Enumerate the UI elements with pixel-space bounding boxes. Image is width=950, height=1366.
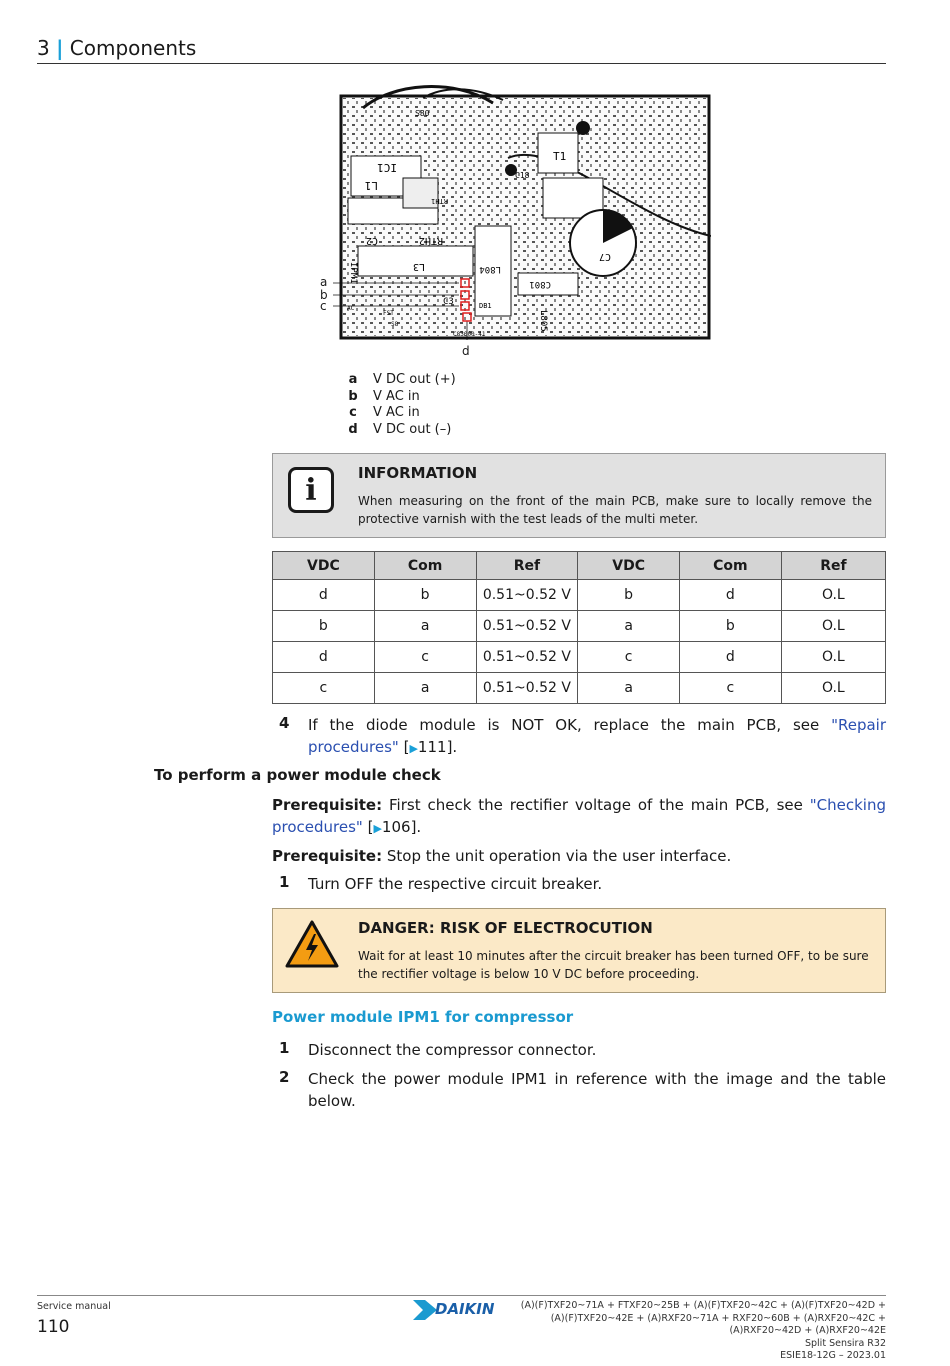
table-cell: b: [273, 611, 375, 642]
pcb-label-db1: DB1: [479, 302, 492, 310]
table-cell: c: [273, 673, 375, 704]
table-cell: b: [578, 580, 680, 611]
table-cell: c: [680, 673, 782, 704]
information-text: When measuring on the front of the main PCB, make sure to locally remove the protective varnish with the test leads of the multi meter.: [358, 494, 872, 526]
daikin-logo: DAIKIN: [413, 1300, 513, 1320]
pcb-label-l3: L3: [412, 261, 425, 272]
column-header: Ref: [476, 552, 578, 580]
pcb-label-c7: C7: [598, 251, 611, 262]
table-cell: d: [273, 580, 375, 611]
pcb-label-l804: L804: [479, 264, 501, 274]
table-cell: c: [374, 642, 476, 673]
checking-procedures-link[interactable]: "Checking procedures": [272, 796, 886, 836]
information-title: INFORMATION: [358, 464, 478, 482]
table-cell: 0.51~0.52 V: [476, 580, 578, 611]
column-header: Com: [374, 552, 476, 580]
pcb-label-board-code: C83000-41: [453, 331, 486, 338]
figure-legend: [346, 372, 456, 438]
table-cell: a: [374, 611, 476, 642]
pcb-label-s8: S8: [391, 321, 399, 328]
step-number: 4: [279, 714, 290, 732]
information-box: [272, 453, 886, 538]
pcb-label-ic1: IC1: [377, 161, 397, 174]
legend-item: c V AC in: [349, 405, 420, 421]
column-header: Ref: [781, 552, 885, 580]
header-separator: |: [56, 36, 64, 60]
prerequisite-1: Prerequisite: First check the rectifier voltage of the main PCB, see "Checking procedures" [▶106].: [272, 796, 886, 836]
danger-box: [272, 908, 886, 993]
page-ref[interactable]: 111: [417, 738, 447, 756]
pcb-label-fst: FST: [383, 310, 394, 317]
page-ref-arrow-icon: ▶: [373, 822, 382, 835]
table-cell: O.L: [781, 642, 885, 673]
page-number: 110: [37, 1317, 70, 1337]
pcb-label-s80: S80: [415, 109, 430, 118]
page-ref-arrow-icon: ▶: [409, 742, 418, 755]
page-ref[interactable]: 106: [381, 818, 411, 836]
table-cell: a: [578, 673, 680, 704]
table-cell: 0.51~0.52 V: [476, 673, 578, 704]
column-header: VDC: [578, 552, 680, 580]
pcb-label-c3: C3: [443, 297, 454, 307]
pcb-label-rth1: RTH1: [431, 197, 448, 205]
table-cell: 0.51~0.52 V: [476, 642, 578, 673]
legend-item: d V DC out (–): [348, 421, 452, 437]
callout-a: a: [320, 275, 328, 289]
table-cell: c: [578, 642, 680, 673]
step-number: 1: [279, 873, 290, 891]
danger-text: Wait for at least 10 minutes after the circuit breaker has been turned OFF, to be sure the rectifier voltage is below 10 V DC before proceeding.: [358, 949, 869, 981]
step-2-text: Check the power module IPM1 in reference with the image and the table below.: [308, 1070, 886, 1110]
table-row: [273, 673, 886, 704]
pcb-label-c801: C801: [529, 279, 551, 289]
step-1-text: Turn OFF the respective circuit breaker.: [308, 875, 603, 893]
daikin-logo-icon: [413, 1300, 437, 1320]
table-cell: d: [680, 580, 782, 611]
chapter-title: Components: [69, 36, 197, 60]
table-cell: b: [374, 580, 476, 611]
pcb-label-c18: C18: [515, 171, 530, 180]
table-cell: 0.51~0.52 V: [476, 611, 578, 642]
pcb-label-l1: L1: [364, 179, 378, 192]
table-cell: O.L: [781, 673, 885, 704]
table-cell: a: [578, 611, 680, 642]
table-cell: b: [680, 611, 782, 642]
table-header-row: [273, 552, 886, 580]
step-number: 1: [279, 1039, 290, 1057]
column-header: Com: [680, 552, 782, 580]
callout-c: c: [320, 299, 327, 313]
table-row: [273, 580, 886, 611]
chapter-number: 3: [37, 36, 50, 60]
table-row: [273, 642, 886, 673]
footer-document-type: Service manual: [37, 1301, 111, 1312]
step-number: 2: [279, 1068, 290, 1086]
main-pcb-figure: [333, 78, 711, 344]
table-cell: d: [680, 642, 782, 673]
pcb-label-c2: C2: [365, 235, 378, 246]
pcb-label-ipm1: IPM1: [348, 262, 358, 284]
section-heading: To perform a power module check: [154, 766, 441, 784]
footer-rule: [37, 1295, 886, 1296]
table-cell: d: [273, 642, 375, 673]
power-module-heading: Power module IPM1 for compressor: [272, 1008, 574, 1026]
pcb-label-ac: AC: [347, 305, 355, 312]
pcb-label-t1: T1: [553, 150, 567, 163]
table-cell: a: [374, 673, 476, 704]
danger-title: DANGER: RISK OF ELECTROCUTION: [358, 919, 653, 937]
pcb-label-l805: L805: [538, 310, 548, 332]
table-row: [273, 611, 886, 642]
prerequisite-2: Prerequisite: Stop the unit operation via the user interface.: [272, 847, 732, 865]
legend-item: b V AC in: [348, 388, 420, 404]
diode-measurement-table: [272, 551, 886, 704]
information-icon: i: [288, 467, 334, 513]
page-header: [37, 36, 196, 60]
table-cell: O.L: [781, 611, 885, 642]
callout-b: b: [320, 288, 328, 302]
step-4-text: If the diode module is NOT OK, replace the main PCB, see "Repair procedures" [▶111].: [308, 716, 886, 756]
pcb-label-rth2: RTH2: [418, 235, 443, 246]
header-rule: [37, 63, 886, 64]
electrocution-warning-icon: [284, 919, 340, 969]
column-header: VDC: [273, 552, 375, 580]
repair-procedures-link[interactable]: "Repair procedures": [308, 716, 886, 756]
step-1-text: Disconnect the compressor connector.: [308, 1041, 597, 1059]
callout-d: d: [462, 344, 470, 358]
legend-item: a V DC out (+): [348, 372, 456, 387]
table-cell: O.L: [781, 580, 885, 611]
footer-model-list: (A)(F)TXF20~71A + FTXF20~25B + (A)(F)TXF20~42C + (A)(F)TXF20~42D + (A)(F)TXF20~42E + (A)RXF20~71A + RXF20~60B + (A)RXF20~42C + (A)RXF20~42D + (A)RXF20~42E Split Sensira R32 ESIE18-12G – 2023.01: [520, 1300, 886, 1361]
